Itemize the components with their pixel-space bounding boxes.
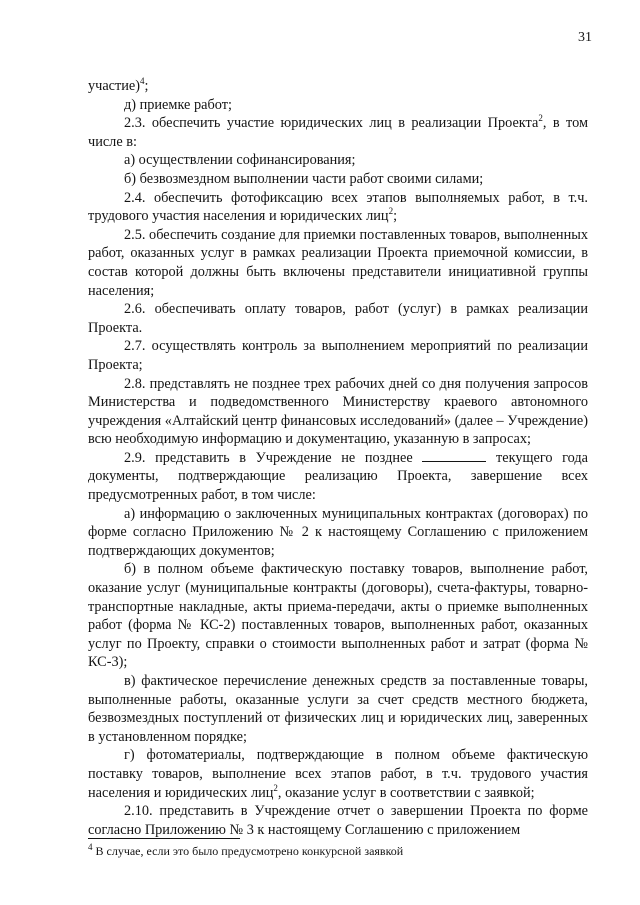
paragraph-text: 2.3. обеспечить участие юридических лиц в реализации Проекта [124,115,539,132]
paragraph [88,300,588,337]
paragraph-text: б) безвозмездном выполнении части работ своими силами; [124,170,484,187]
paragraph-tail: ; [144,78,149,94]
footnote-reference: 2 [273,782,278,793]
paragraph-text: в) фактическое перечисление денежных средств за поставленные товары, выполненные работы, оказанные услуги за счет средств местного бюджета, безвозмездных поступлений от физических лиц и юридических лиц, заверенных в установленном порядке; [88,673,588,745]
paragraph [88,672,588,746]
paragraph-text: д) приемке работ; [124,96,232,113]
paragraph [88,505,588,561]
paragraph [88,337,588,374]
paragraph [88,560,588,672]
date-blank-line [422,449,486,462]
paragraph-text: а) информацию о заключенных муниципальных контрактах (договорах) по форме согласно Приложению № 2 к настоящему Соглашению с приложением подтверждающих документов; [88,505,588,559]
footnote-reference: 2 [388,206,394,217]
paragraph-text: 2.9. представить в Учреждение не позднее [124,449,413,466]
footnote [88,844,588,859]
paragraph [88,77,588,96]
paragraph-text: а) осуществлении софинансирования; [124,152,356,169]
footnote-reference: 2 [538,113,543,124]
paragraph [88,802,588,839]
footnote-divider [88,838,240,839]
paragraph [88,96,588,115]
paragraph-text: б) в полном объеме фактическую поставку товаров, выполнение работ, оказание услуг (муниципальные контракты (договоры), счета-фактуры, товарно-транспортные накладные, акты приема-передачи, акты о приемке выполненных работ (форма № КС-2) поставленных товаров, выполненных работ, оказанных услуг по Проекту, справки о стоимости выполненных работ и затрат (форма № КС-3); [88,561,588,671]
paragraph [88,375,588,449]
paragraph-text: 2.4. обеспечить фотофиксацию всех этапов выполняемых работ, в т.ч. трудового участия населения и юридических лиц [88,189,588,225]
paragraph [88,170,588,189]
paragraph [88,189,588,226]
footnote-mark: 4 [88,842,93,852]
paragraph-text: 2.10. представить в Учреждение отчет о завершении Проекта по форме согласно Приложению № 3 к настоящему Соглашению с приложением [88,803,588,838]
footnote-text: В случае, если это было предусмотрено конкурсной заявкой [92,844,404,858]
paragraph-text: г) фотоматериалы, подтверждающие в полном объеме фактическую поставку товаров, выполнение всех этапов работ, в т.ч. трудового участия населения и юридических лиц [88,747,588,801]
paragraph-text: 2.8. представлять не позднее трех рабочих дней со дня получения запросов Министерства и подведомственного Министерству краевого автономного учреждения «Алтайский центр финансовых исследований» (далее – Учреждение) всю необходимую информацию и документацию, указанную в запросах; [88,375,588,448]
paragraph-text: 2.5. обеспечить создание для приемки поставленных товаров, выполненных работ, оказанных услуг в рамках реализации Проекта приемочной комиссии, в состав которой должны быть включены представители инициативной группы населения; [88,226,588,299]
paragraph-tail: текущего года документы, подтверждающие реализацию Проекта, завершение всех предусмотренных работ, в том числе: [88,449,588,504]
paragraph [88,746,588,802]
paragraph-text: участие) [88,78,141,94]
footnote-reference: 4 [140,76,145,87]
paragraph-tail: ; [393,208,398,225]
paragraph [88,449,588,505]
paragraph-text: 2.6. обеспечивать оплату товаров, работ (услуг) в рамках реализации Проекта. [88,301,588,336]
paragraph [88,151,588,170]
document-body [88,77,588,839]
paragraph-tail: , оказание услуг в соответствии с заявкой; [277,784,535,801]
paragraph [88,114,588,151]
paragraph [88,226,588,300]
paragraph-text: 2.7. осуществлять контроль за выполнением мероприятий по реализации Проекта; [88,338,588,373]
page-number: 31 [578,30,592,45]
paragraph-tail: , в том числе в: [88,115,588,150]
